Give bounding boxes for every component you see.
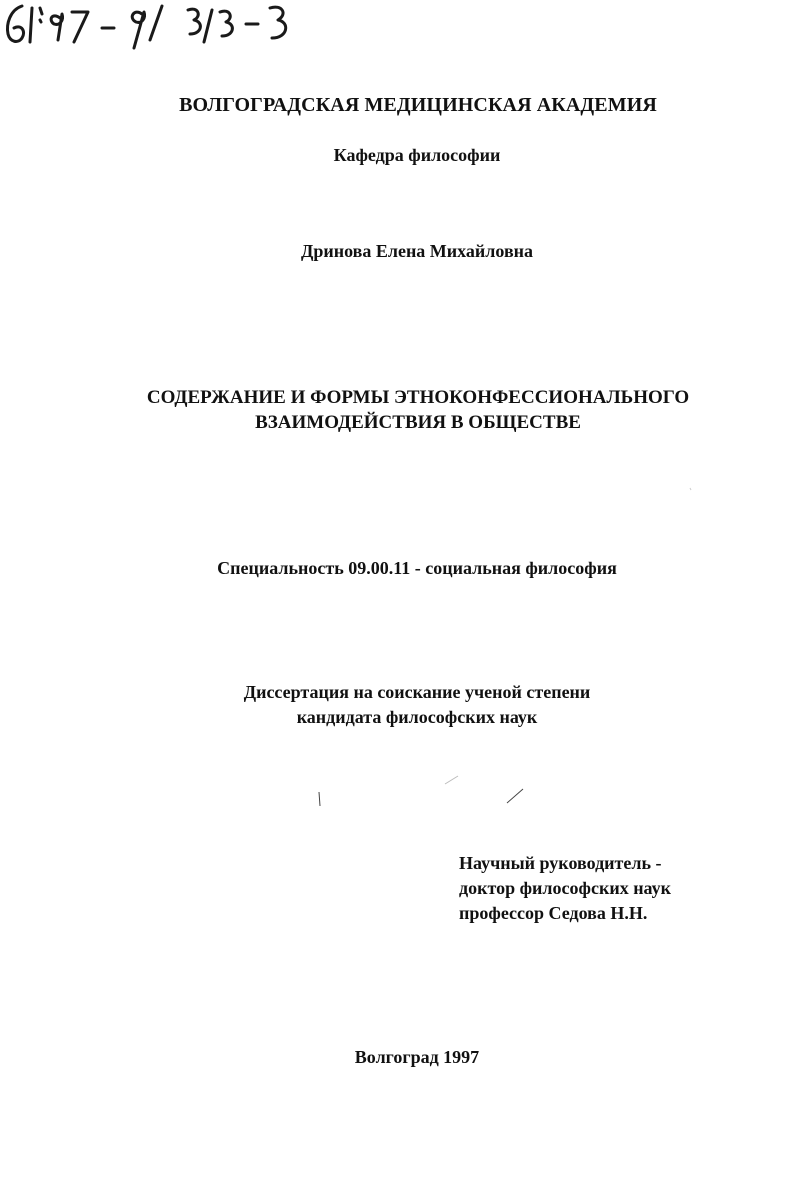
- supervisor-line-3: профессор Седова Н.Н.: [459, 903, 648, 923]
- supervisor-line-2: доктор философских наук: [459, 878, 672, 898]
- handwritten-shelfmark-drawing: [2, 0, 302, 60]
- scan-mark: [690, 488, 691, 490]
- degree-statement: [0, 680, 794, 730]
- institution-name: ВОЛГОГРАДСКАЯ МЕДИЦИНСКАЯ АКАДЕМИЯ: [179, 94, 657, 116]
- supervisor-info: [459, 851, 671, 926]
- supervisor-line-1: Научный руководитель -: [459, 853, 662, 873]
- city-year: Волгоград 1997: [354, 1047, 480, 1067]
- dissertation-title-line-1: СОДЕРЖАНИЕ И ФОРМЫ ЭТНОКОНФЕССИОНАЛЬНОГО: [146, 387, 690, 408]
- dissertation-title-line-2: ВЗАИМОДЕЙСТВИЯ В ОБЩЕСТВЕ: [255, 412, 581, 433]
- author-name: Дринова Елена Михайловна: [300, 241, 534, 261]
- degree-statement-line-2: кандидата философских наук: [296, 707, 538, 727]
- degree-statement-line-1: Диссертация на соискание ученой степени: [243, 682, 591, 702]
- dissertation-title: [0, 385, 794, 435]
- scan-mark: [507, 789, 523, 803]
- scan-mark: [445, 776, 458, 784]
- scan-mark: [319, 792, 320, 806]
- department-name: Кафедра философии: [333, 145, 501, 165]
- specialty: Специальность 09.00.11 - социальная философия: [217, 558, 617, 578]
- handwritten-shelfmark: [2, 0, 302, 60]
